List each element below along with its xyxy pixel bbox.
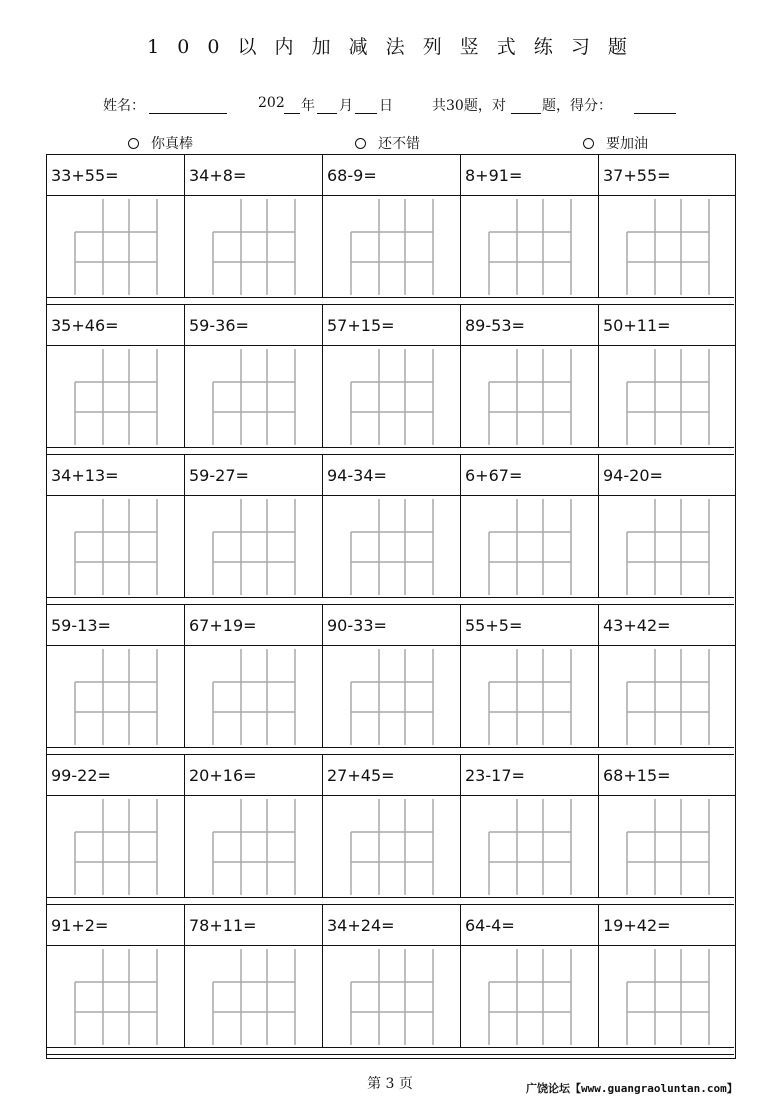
worksheet-title: 1 0 0 以 内 加 减 法 列 竖 式 练 习 题 (147, 36, 633, 58)
work-area[interactable] (599, 947, 735, 1047)
problem-cell (599, 905, 735, 1047)
problem-cell (323, 455, 461, 597)
problem-cell (47, 605, 185, 747)
problem-expression: 64-4= (461, 905, 598, 946)
problem-cell (461, 305, 599, 447)
work-area[interactable] (47, 647, 184, 747)
work-area[interactable] (323, 797, 460, 897)
problem-cell (599, 155, 735, 297)
problem-expression: 91+2= (47, 905, 184, 946)
problem-expression: 68+15= (599, 755, 735, 796)
problem-cell (47, 305, 185, 447)
problem-cell (461, 605, 599, 747)
problem-expression: 34+24= (323, 905, 460, 946)
problem-row (47, 155, 734, 305)
work-area[interactable] (599, 797, 735, 897)
radio-circle-icon[interactable] (128, 138, 139, 149)
month-blank[interactable] (317, 97, 337, 114)
vertical-work-grid (185, 197, 321, 297)
problem-cell (185, 455, 323, 597)
problem-expression: 34+8= (185, 155, 322, 196)
work-area[interactable] (47, 347, 184, 447)
problem-expression: 59-27= (185, 455, 322, 496)
vertical-work-grid (185, 347, 321, 447)
work-area[interactable] (185, 497, 322, 597)
radio-circle-icon[interactable] (355, 138, 366, 149)
problem-row (47, 755, 734, 905)
row-separator (47, 747, 734, 755)
problem-expression: 55+5= (461, 605, 598, 646)
total-label: 共30题，对 (432, 98, 506, 114)
year-blank[interactable] (284, 97, 300, 114)
problem-expression: 57+15= (323, 305, 460, 346)
work-area[interactable] (461, 647, 598, 747)
problem-expression: 99-22= (47, 755, 184, 796)
year-label: 年 (301, 98, 315, 114)
problem-expression: 34+13= (47, 455, 184, 496)
vertical-work-grid (461, 797, 597, 897)
vertical-work-grid (323, 497, 459, 597)
work-area[interactable] (461, 947, 598, 1047)
problem-cell (47, 455, 185, 597)
work-area[interactable] (599, 347, 735, 447)
problem-expression: 59-36= (185, 305, 322, 346)
work-area[interactable] (185, 347, 322, 447)
rating-option[interactable] (128, 133, 193, 153)
problem-cell (323, 755, 461, 897)
work-area[interactable] (47, 197, 184, 297)
problem-cell (461, 455, 599, 597)
day-label: 日 (379, 98, 393, 114)
month-label: 月 (339, 98, 353, 114)
problem-row (47, 605, 734, 755)
work-area[interactable] (47, 947, 184, 1047)
row-separator (47, 897, 734, 905)
vertical-work-grid (599, 647, 735, 747)
problem-expression: 50+11= (599, 305, 735, 346)
problem-row (47, 305, 734, 455)
work-area[interactable] (461, 347, 598, 447)
vertical-work-grid (185, 497, 321, 597)
vertical-work-grid (323, 647, 459, 747)
problem-cell (185, 905, 323, 1047)
work-area[interactable] (461, 797, 598, 897)
score-label: 题，得分： (542, 98, 612, 114)
vertical-work-grid (185, 947, 321, 1047)
rating-option[interactable] (355, 133, 420, 153)
problem-cell (323, 155, 461, 297)
problem-expression: 89-53= (461, 305, 598, 346)
problem-cell (185, 605, 323, 747)
problem-expression: 94-20= (599, 455, 735, 496)
vertical-work-grid (47, 347, 183, 447)
vertical-work-grid (461, 947, 597, 1047)
problem-expression: 6+67= (461, 455, 598, 496)
vertical-work-grid (461, 497, 597, 597)
vertical-work-grid (461, 647, 597, 747)
problem-expression: 43+42= (599, 605, 735, 646)
work-area[interactable] (185, 947, 322, 1047)
page-number: 第 3 页 (367, 1076, 413, 1092)
row-separator (47, 597, 734, 605)
work-area[interactable] (599, 497, 735, 597)
work-area[interactable] (461, 197, 598, 297)
problem-cell (47, 755, 185, 897)
radio-circle-icon[interactable] (583, 138, 594, 149)
problem-cell (461, 155, 599, 297)
problem-expression: 37+55= (599, 155, 735, 196)
vertical-work-grid (599, 197, 735, 297)
row-separator (47, 297, 734, 305)
problem-row (47, 455, 734, 605)
vertical-work-grid (323, 347, 459, 447)
problem-expression: 33+55= (47, 155, 184, 196)
problem-expression: 19+42= (599, 905, 735, 946)
row-separator (47, 447, 734, 455)
name-blank[interactable] (149, 97, 227, 114)
name-label: 姓名： (103, 98, 145, 114)
problem-cell (185, 155, 323, 297)
work-area[interactable] (323, 347, 460, 447)
watermark: 广饶论坛【www.guangraoluntan.com】 (526, 1082, 738, 1095)
vertical-work-grid (323, 197, 459, 297)
problem-grid (46, 154, 736, 1059)
vertical-work-grid (599, 947, 735, 1047)
problem-expression: 20+16= (185, 755, 322, 796)
problem-cell (323, 605, 461, 747)
problem-cell (599, 605, 735, 747)
problem-cell (599, 305, 735, 447)
work-area[interactable] (599, 197, 735, 297)
problem-cell (323, 905, 461, 1047)
work-area[interactable] (461, 497, 598, 597)
problem-expression: 94-34= (323, 455, 460, 496)
vertical-work-grid (47, 797, 183, 897)
vertical-work-grid (323, 797, 459, 897)
year-prefix: 202 (258, 95, 285, 111)
vertical-work-grid (599, 497, 735, 597)
vertical-work-grid (185, 797, 321, 897)
problem-cell (599, 755, 735, 897)
work-area[interactable] (323, 197, 460, 297)
problem-cell (47, 905, 185, 1047)
vertical-work-grid (461, 347, 597, 447)
vertical-work-grid (323, 947, 459, 1047)
problem-cell (47, 155, 185, 297)
problem-expression: 90-33= (323, 605, 460, 646)
rating-label: 你真棒 (151, 136, 193, 152)
work-area[interactable] (47, 797, 184, 897)
problem-cell (323, 305, 461, 447)
work-area[interactable] (323, 947, 460, 1047)
work-area[interactable] (323, 647, 460, 747)
work-area[interactable] (47, 497, 184, 597)
rating-option[interactable] (583, 133, 648, 153)
problem-cell (461, 905, 599, 1047)
day-blank[interactable] (355, 97, 377, 114)
problem-row (47, 905, 734, 1055)
problem-cell (599, 455, 735, 597)
vertical-work-grid (185, 647, 321, 747)
problem-expression: 35+46= (47, 305, 184, 346)
vertical-work-grid (461, 197, 597, 297)
problem-expression: 78+11= (185, 905, 322, 946)
problem-cell (185, 755, 323, 897)
problem-cell (461, 755, 599, 897)
problem-expression: 8+91= (461, 155, 598, 196)
rating-label: 还不错 (378, 136, 420, 152)
vertical-work-grid (599, 797, 735, 897)
vertical-work-grid (47, 497, 183, 597)
problem-expression: 67+19= (185, 605, 322, 646)
rating-label: 要加油 (606, 136, 648, 152)
vertical-work-grid (599, 347, 735, 447)
work-area[interactable] (323, 497, 460, 597)
work-area[interactable] (185, 797, 322, 897)
score-blank[interactable] (634, 97, 676, 114)
problem-expression: 27+45= (323, 755, 460, 796)
vertical-work-grid (47, 647, 183, 747)
problem-cell (185, 305, 323, 447)
correct-blank[interactable] (511, 97, 541, 114)
vertical-work-grid (47, 197, 183, 297)
row-separator (47, 1047, 734, 1055)
vertical-work-grid (47, 947, 183, 1047)
work-area[interactable] (185, 647, 322, 747)
problem-expression: 59-13= (47, 605, 184, 646)
work-area[interactable] (599, 647, 735, 747)
work-area[interactable] (185, 197, 322, 297)
problem-expression: 23-17= (461, 755, 598, 796)
problem-expression: 68-9= (323, 155, 460, 196)
